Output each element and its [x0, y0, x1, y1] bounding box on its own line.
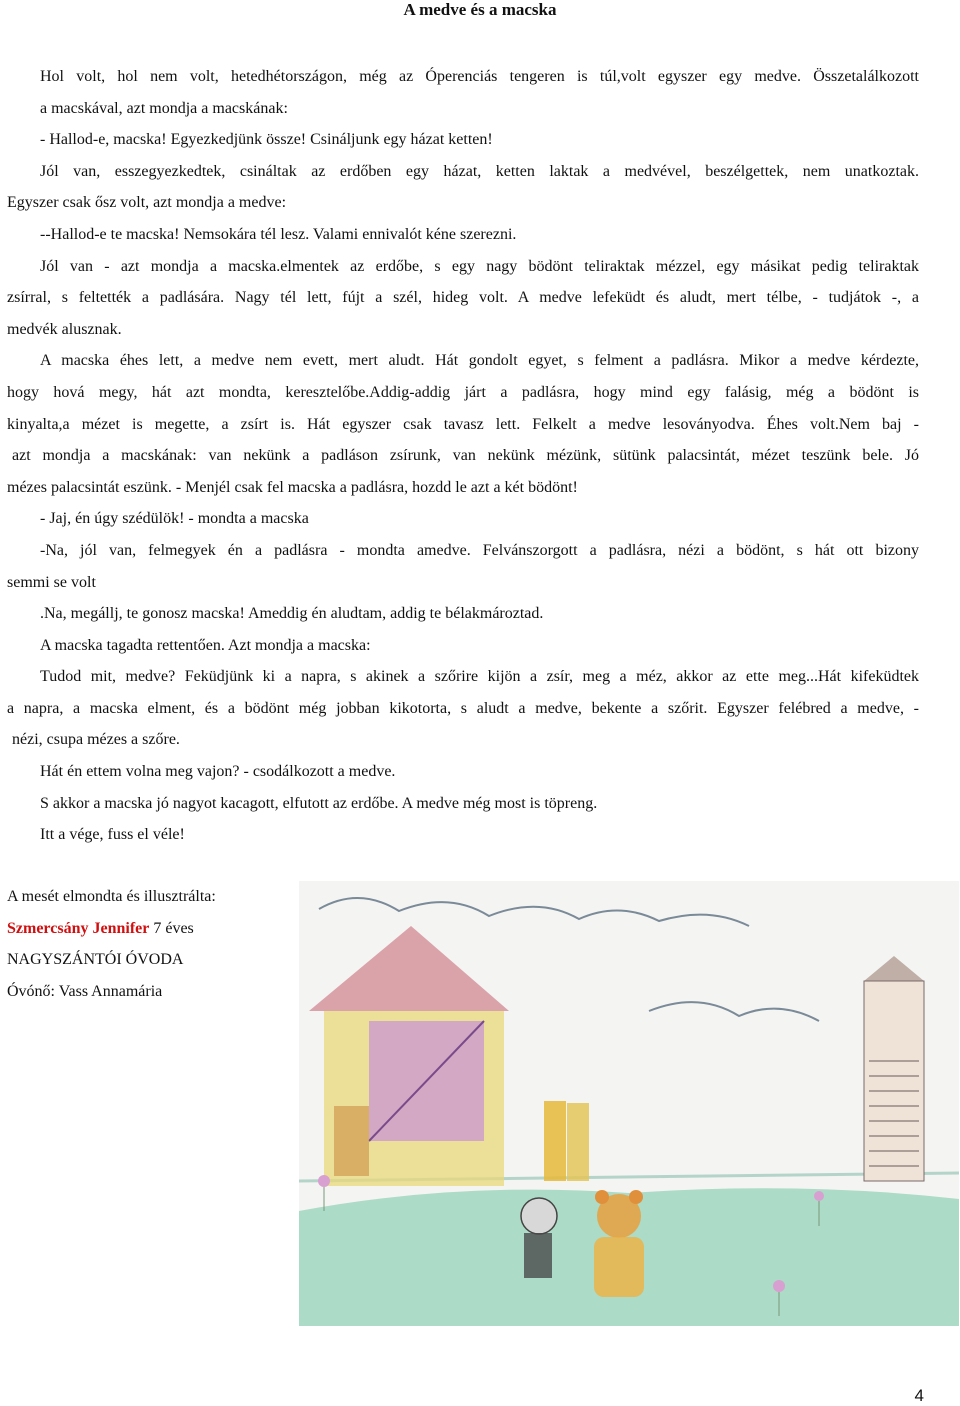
story-line: Hol volt, hol nem volt, hetedhétországon, még az Óperenciás tengeren is túl,volt egyszer egy medve. Összetalálkozott: [40, 68, 919, 85]
teacher-name: Óvónő: Vass Annamária: [7, 982, 163, 1000]
story-line: Hát én ettem volna meg vajon? - csodálkozott a medve.: [40, 763, 396, 781]
story-line: azt mondja a macskának: van nekünk a padláson zsírunk, van nekünk mézünk, sütünk palacsintát, mézet teszünk bele. Jó: [12, 447, 919, 465]
story-line: Jól van - azt mondja a macska.elmentek az erdőbe, s egy nagy bödönt teliraktak mézzel, egy másikat pedig teliraktak: [40, 257, 919, 275]
child-drawing-illustration: [299, 881, 959, 1326]
story-line: Egyszer csak ősz volt, azt mondja a medve:: [7, 194, 287, 212]
story-text: [7, 61, 919, 851]
story-line: semmi se volt: [7, 573, 96, 591]
story-line: nézi, csupa mézes a szőre.: [12, 731, 180, 749]
story-line: Itt a vége, fuss el véle!: [40, 826, 185, 844]
story-line: hogy hová megy, hát azt mondta, keresztelőbe.Addig-addig járt a padlásra, hogy mind egy falásig, még a bödönt is: [7, 383, 919, 401]
page-number: 4: [914, 1386, 924, 1405]
kindergarten-name: NAGYSZÁNTÓI ÓVODA: [7, 951, 184, 968]
credits-intro: A mesét elmondta és illusztrálta:: [7, 888, 216, 905]
author-name: Szmercsány Jennifer: [7, 919, 150, 937]
story-line: A macska éhes lett, a medve nem evett, mert aludt. Hát gondolt egyet, s felment a padlásra. Mikor a medve kérdezte,: [40, 352, 919, 370]
story-line: S akkor a macska jó nagyot kacagott, elfutott az erdőbe. A medve még most is töpreng.: [40, 794, 598, 812]
story-line: Tudod mit, medve? Feküdjünk ki a napra, s akinek a szőrire kijön a zsír, meg a méz, akkor az ette meg...Hát kifeküdtek: [40, 668, 919, 686]
credits-author-line: [7, 913, 216, 945]
story-line: kinyalta,a mézet is megette, a zsírt is. Hát egyszer csak tavasz lett. Felkelt a medve lesoványodva. Éhes volt.Nem baj -: [7, 415, 919, 433]
story-line: a macskával, azt mondja a macskának:: [40, 99, 288, 117]
story-line: Jól van, esszegyezkedtek, csináltak az erdőben egy házat, ketten laktak a medvével, beszélgettek, nem unatkoztak.: [40, 162, 919, 180]
story-line: zsírral, s feltették a padlására. Nagy tél lett, fújt a szél, hideg volt. A medve lefeküdt és aludt, mert télbe, - tudjátok -, a: [7, 289, 919, 307]
story-line: A macska tagadta rettentően. Azt mondja a macska:: [40, 636, 371, 654]
author-age: 7 éves: [149, 919, 194, 937]
story-line: -Na, jól van, felmegyek én a padlásra - mondta amedve. Felvánszorgott a padlásra, nézi a bödönt, s hát ott bizony: [40, 541, 919, 559]
story-line: mézes palacsintát eszünk. - Menjél csak fel macska a padlásra, hozdd le azt a két bödönt!: [7, 478, 578, 496]
story-line: .Na, megállj, te gonosz macska! Ameddig én aludtam, addig te bélakmároztad.: [40, 605, 544, 623]
credits-block: [7, 881, 216, 1007]
story-line: --Hallod-e te macska! Nemsokára tél lesz. Valami ennivalót kéne szerezni.: [40, 225, 517, 243]
story-line: - Hallod-e, macska! Egyezkedjünk össze! Csináljunk egy házat ketten!: [40, 131, 493, 149]
story-line: a napra, a macska elment, és a bödönt még jobban kikotorta, s aludt a medve, bekente a szőrit. Egyszer felébred a medve, -: [7, 699, 919, 717]
story-line: medvék alusznak.: [7, 320, 122, 338]
story-title: A medve és a macska: [403, 0, 557, 19]
story-line: - Jaj, én úgy szédülök! - mondta a macska: [40, 510, 309, 528]
